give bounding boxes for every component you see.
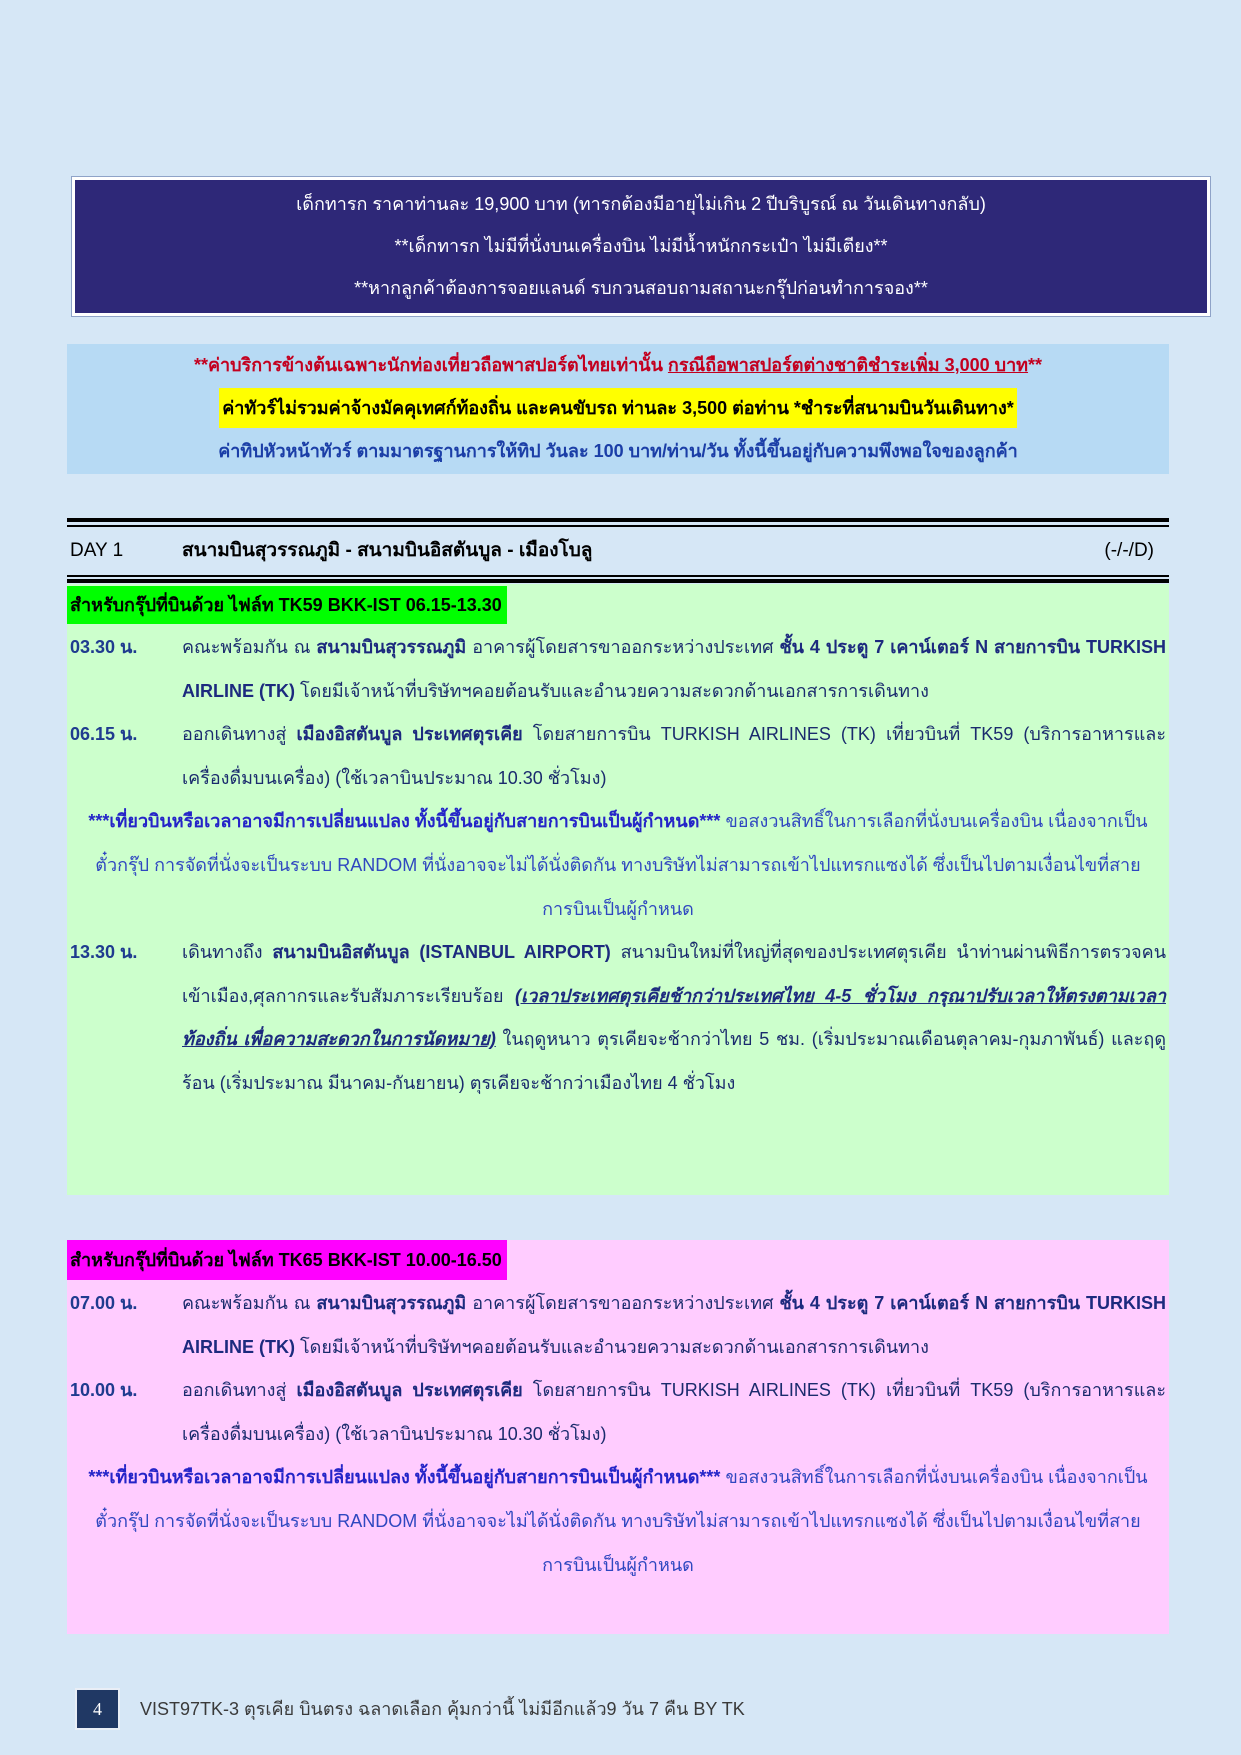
infant-notice-box [72, 177, 1210, 316]
flight-group-tk65 [67, 1240, 1169, 1634]
flight-change-note [67, 800, 1169, 931]
infant-no-seat-line: **เด็กทารก ไม่มีที่นั่งบนเครื่องบิน ไม่มีน้ำหนักกระเป๋า ไม่มีเตียง** [394, 236, 888, 256]
divider-thick-top [67, 518, 1169, 522]
desc-text: คณะพร้อมกัน ณ [182, 637, 317, 657]
flight-change-note [67, 1456, 1169, 1587]
flight-group-title: สำหรับกรุ๊ปที่บินด้วย ไฟล์ท TK65 BKK-IST 10.00-16.50 [67, 1240, 507, 1280]
divider-thin-top [67, 525, 1169, 527]
row-description [182, 713, 1169, 800]
time-difference-note: (เวลาประเทศตุรเคียช้ากว่าประเทศไทย 4-5 ชั่วโมง กรุณาปรับเวลาให้ตรงตามเวลาท้องถิ่น เพื่อความสะดวกในการนัดหมาย) [182, 985, 1166, 1050]
desc-text: ในฤดูหนาว ตุรเคียจะช้ากว่าไทย 5 ชม. (เริ่มประมาณเดือนตุลาคม-กุมภาพันธ์) และฤดูร้อน (เริ่มประมาณ มีนาคม-กันยายน) ตุรเคียจะช้ากว่าเมืองไทย 4 ชั่วโมง [182, 1029, 1167, 1093]
conditions-box [67, 344, 1169, 474]
join-land-line: **หากลูกค้าต้องการจอยแลนด์ รบกวนสอบถามสถานะกรุ๊ปก่อนทำการจอง** [354, 278, 928, 298]
itinerary-row [67, 1369, 1169, 1456]
desc-text: อาคารผู้โดยสารขาออกระหว่างประเทศ [466, 1293, 780, 1313]
note-text: ขอสงวนสิทธิ์ในการเลือกที่นั่งบนเครื่องบิน เนื่องจากเป็นตั๋วกรุ๊ป การจัดที่นั่งจะเป็นระบบ RANDOM ที่นั่งอาจจะไม่ได้นั่งติดกัน ทางบริษัทไม่สามารถเข้าไปแทรกแซงได้ ซึ่งเป็นไปตามเงื่อนไขที่สายการบินเป็นผู้กำหนด [95, 1467, 1148, 1575]
row-time: 13.30 น. [70, 942, 138, 963]
footer-doc-title: VIST97TK-3 ตุรเคีย บินตรง ฉลาดเลือก คุ้มกว่านี้ ไม่มีอีกแล้ว9 วัน 7 คืน BY TK [140, 1699, 745, 1719]
note-bold: ***เที่ยวบินหรือเวลาอาจมีการเปลี่ยนแปลง ทั้งนี้ขึ้นอยู่กับสายการบินเป็นผู้กำหนด*** [88, 1467, 721, 1488]
note-text: ขอสงวนสิทธิ์ในการเลือกที่นั่งบนเครื่องบิน เนื่องจากเป็นตั๋วกรุ๊ป การจัดที่นั่งจะเป็นระบบ RANDOM ที่นั่งอาจจะไม่ได้นั่งติดกัน ทางบริษัทไม่สามารถเข้าไปแทรกแซงได้ ซึ่งเป็นไปตามเงื่อนไขที่สายการบินเป็นผู้กำหนด [95, 811, 1148, 919]
infant-price-line: เด็กทารก ราคาท่านละ 19,900 บาท (ทารกต้องมีอายุไม่เกิน 2 ปีบริบูรณ์ ณ วันเดินทางกลับ) [296, 194, 986, 214]
day-meals: (-/-/D) [1104, 540, 1154, 561]
itinerary-row [67, 713, 1169, 800]
desc-text: เดินทางถึง [182, 942, 273, 963]
flight-group-header [67, 1240, 1169, 1282]
row-time: 06.15 น. [70, 724, 138, 745]
day-heading [67, 528, 1169, 574]
desc-text: อาคารผู้โดยสารขาออกระหว่างประเทศ [466, 637, 780, 657]
itinerary-row [67, 626, 1169, 713]
divider-thick-bottom [67, 579, 1169, 583]
itinerary-row [67, 1282, 1169, 1369]
tip-line: ค่าทิปหัวหน้าทัวร์ ตามมาตรฐานการให้ทิป วันละ 100 บาท/ท่าน/วัน ทั้งนี้ขึ้นอยู่กับความพึงพอใจของลูกค้า [218, 441, 1018, 461]
flight-group-tk59 [67, 584, 1169, 1195]
desc-text: โดยสายการบิน TURKISH AIRLINES (TK) เที่ยวบินที่ TK59 (บริการอาหารและเครื่องดื่มบนเครื่อง) (ใช้เวลาบินประมาณ 10.30 ชั่วโมง) [182, 1380, 1167, 1444]
day-label: DAY 1 [70, 540, 124, 561]
desc-bold: ชั้น 4 ประตู 7 เคาน์เตอร์ N สายการบิน TURKISH AIRLINE (TK) [182, 637, 1166, 701]
guide-fee-highlight: ค่าทัวร์ไม่รวมค่าจ้างมัคคุเทศก์ท้องถิ่น และคนขับรถ ท่านละ 3,500 ต่อท่าน *ชำระที่สนามบินวันเดินทาง* [219, 388, 1017, 428]
itinerary-row [67, 931, 1169, 1105]
row-description [182, 1282, 1169, 1369]
row-time: 10.00 น. [70, 1380, 138, 1401]
desc-text: คณะพร้อมกัน ณ [182, 1293, 317, 1313]
desc-bold: ชั้น 4 ประตู 7 เคาน์เตอร์ N สายการบิน TURKISH AIRLINE (TK) [182, 1293, 1166, 1357]
passport-condition-line [67, 344, 1169, 387]
note-bold: ***เที่ยวบินหรือเวลาอาจมีการเปลี่ยนแปลง ทั้งนี้ขึ้นอยู่กับสายการบินเป็นผู้กำหนด*** [88, 811, 721, 832]
desc-bold: สนามบินสุวรรณภูมิ [316, 1293, 467, 1313]
desc-text: โดยมีเจ้าหน้าที่บริษัทฯคอยต้อนรับและอำนวยความสะดวกด้านเอกสารการเดินทาง [294, 680, 929, 701]
flight-group-title: สำหรับกรุ๊ปที่บินด้วย ไฟล์ท TK59 BKK-IST 06.15-13.30 [67, 586, 507, 624]
passport-condition-suffix: ** [1028, 355, 1043, 375]
desc-text: ออกเดินทางสู่ [182, 724, 297, 745]
guide-fee-line [67, 387, 1169, 430]
desc-bold: สนามบินสุวรรณภูมิ [316, 637, 467, 657]
desc-text: สนามบินใหม่ที่ใหญ่ที่สุดของประเทศตุรเคีย นำท่านผ่านพิธีการตรวจคนเข้าเมือง,ศุลกากรและรับสัมภาระเรียบร้อย [182, 942, 1166, 1006]
foreign-passport-surcharge: กรณีถือพาสปอร์ตต่างชาติชำระเพิ่ม 3,000 บาท [667, 355, 1029, 375]
desc-text: โดยสายการบิน TURKISH AIRLINES (TK) เที่ยวบินที่ TK59 (บริการอาหารและเครื่องดื่มบนเครื่อง) (ใช้เวลาบินประมาณ 10.30 ชั่วโมง) [182, 724, 1167, 788]
desc-text: ออกเดินทางสู่ [182, 1380, 297, 1401]
desc-text: โดยมีเจ้าหน้าที่บริษัทฯคอยต้อนรับและอำนวยความสะดวกด้านเอกสารการเดินทาง [294, 1336, 929, 1357]
row-time: 03.30 น. [70, 637, 138, 657]
row-description [182, 1369, 1169, 1456]
page-number: 4 [75, 1688, 120, 1730]
row-description [182, 931, 1169, 1105]
row-description [182, 626, 1169, 713]
divider-thin-bottom [67, 575, 1169, 577]
desc-bold: สนามบินอิสตันบูล (ISTANBUL AIRPORT) [272, 942, 611, 963]
row-time: 07.00 น. [70, 1293, 138, 1313]
desc-bold: เมืองอิสตันบูล ประเทศตุรเคีย [296, 1380, 523, 1401]
day-route: สนามบินสุวรรณภูมิ - สนามบินอิสตันบูล - เมืองโบลู [182, 540, 593, 561]
flight-group-header [67, 584, 1169, 626]
passport-condition-prefix: **ค่าบริการข้างต้นเฉพาะนักท่องเที่ยวถือพาสปอร์ตไทยเท่านั้น [193, 355, 668, 375]
desc-bold: เมืองอิสตันบูล ประเทศตุรเคีย [296, 724, 523, 745]
